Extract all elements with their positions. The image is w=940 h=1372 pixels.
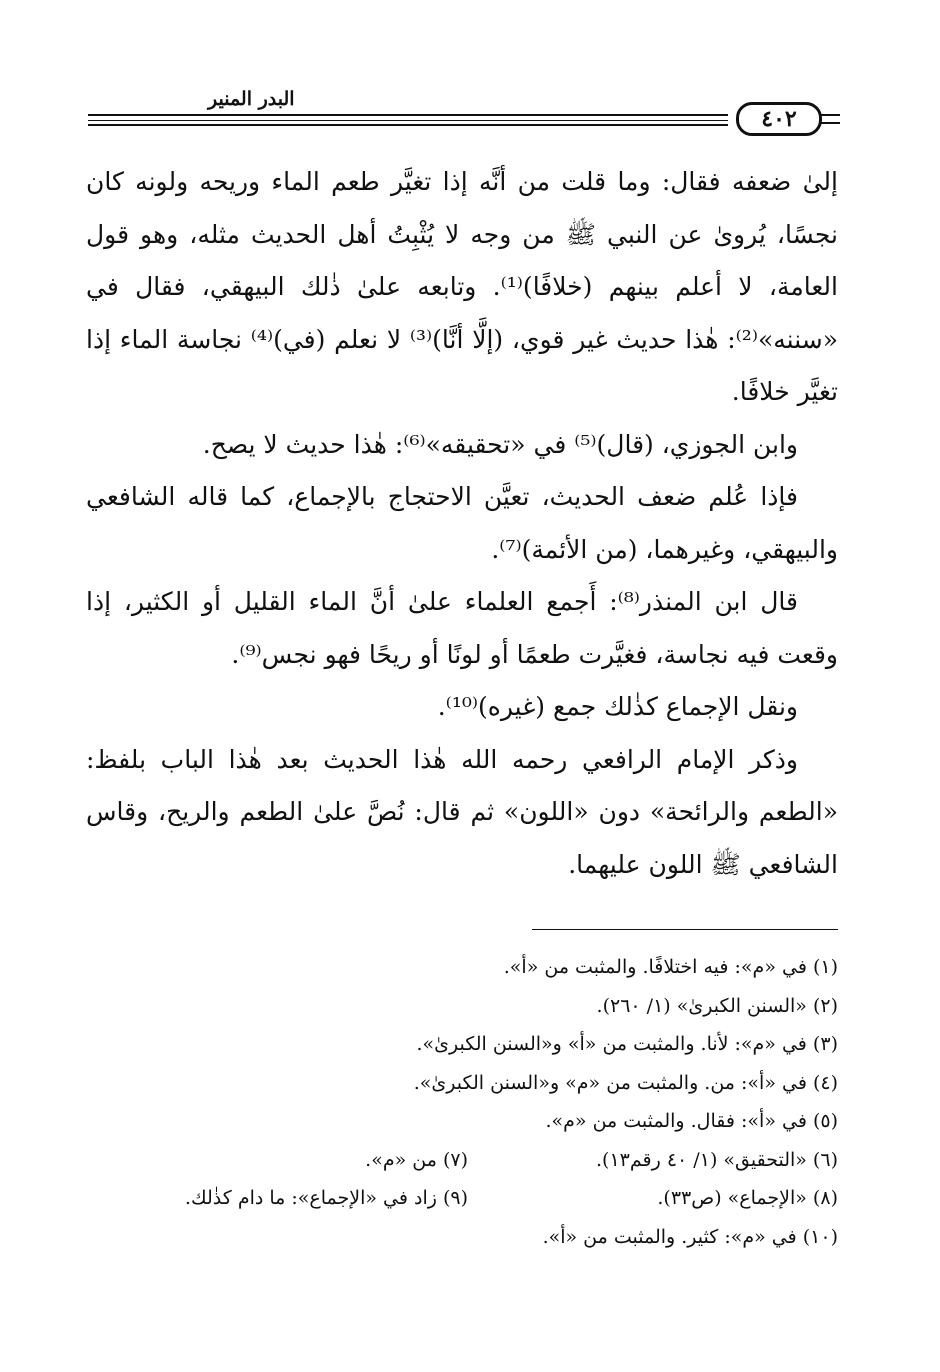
footnote-line <box>86 1179 838 1218</box>
header-rule-thin <box>88 120 728 121</box>
header-rule-tail-lower <box>820 122 840 124</box>
paragraph: قال ابن المنذر⁽⁸⁾: أَجمع العلماء علىٰ أنَّ الماء القليل أو الكثير، إذا وقعت فيه نجاسة، فغيَّرت طعمًا أو لونًا أو ريحًا فهو نجس⁽⁹⁾. <box>86 587 838 669</box>
footnote-line <box>86 987 838 1026</box>
header-rule <box>88 114 728 116</box>
footnote-line <box>86 1025 838 1064</box>
footnote: (١) في «م»: فيه اختلافًا. والمثبت من «أ». <box>503 956 838 978</box>
footnote: (٦) «التحقيق» (١/ ٤٠ رقم١٣). <box>596 1148 838 1171</box>
footnote: (٩) زاد في «الإجماع»: ما دام كذٰلك. <box>184 1187 468 1209</box>
footnote-line <box>86 1102 838 1141</box>
footnote-line <box>86 948 838 987</box>
paragraph: ونقل الإجماع كذٰلك جمع (غيره)⁽¹⁰⁾. <box>437 692 798 721</box>
footnote-line <box>86 1064 838 1103</box>
footnote: (٢) «السنن الكبرىٰ» (١/ ٢٦٠). <box>596 994 838 1017</box>
footnote: (٥) في «أ»: فقال. والمثبت من «م». <box>545 1110 838 1132</box>
paragraph: فإذا عُلم ضعف الحديث، تعيَّن الاحتجاج بالإجماع، كما قاله الشافعي والبيهقي، وغيرهما، (من الأئمة)⁽⁷⁾. <box>86 482 838 564</box>
footnote: (٧) من «م». <box>365 1148 468 1171</box>
footnote: (٤) في «أ»: من. والمثبت من «م» و«السنن الكبرىٰ». <box>413 1071 838 1094</box>
footnote-line <box>86 1141 838 1180</box>
paragraph: وابن الجوزي، (قال)⁽⁵⁾ في «تحقيقه»⁽⁶⁾: هٰذا حديث لا يصح. <box>202 429 798 459</box>
main-text <box>86 156 838 891</box>
paragraph: وذكر الإمام الرافعي رحمه الله هٰذا الحديث بعد هٰذا الباب بلفظ: «الطعم والرائحة» دون «اللون» ثم قال: نُصَّ علىٰ الطعم والريح، وقاس الشافعي ﷺ اللون عليهما. <box>86 744 838 879</box>
paragraph: إلىٰ ضعفه فقال: وما قلت من أنَّه إذا تغيَّر طعم الماء وريحه ولونه كان نجسًا، يُروىٰ عن النبي ﷺ من وجه لا يُثْبِتُ أهل الحديث مثله، وهو قول العامة، لا أعلم بينهم (خلافًا)⁽¹⁾. وتابعه علىٰ ذٰلك البيهقي، فقال في «سننه»⁽²⁾: هٰذا حديث غير قوي، (إلَّا أنَّا)⁽³⁾ لا نعلم (في)⁽⁴⁾ نجاسة الماء إذا تغيَّر خلافًا. <box>86 167 838 406</box>
footnote-separator <box>532 929 838 930</box>
footnote: (٨) «الإجماع» (ص٣٣). <box>657 1187 838 1209</box>
footnotes <box>86 948 838 1256</box>
footnote: (٣) في «م»: لأنا. والمثبت من «أ» و«السنن الكبرىٰ». <box>416 1033 838 1055</box>
footnote: (١٠) في «م»: كثير. والمثبت من «أ». <box>542 1225 838 1248</box>
page-number: ٤٠٢ <box>736 102 822 136</box>
footnote-line <box>86 1218 838 1257</box>
header-rule-lower <box>88 124 728 126</box>
header-rule-tail <box>820 114 840 116</box>
page-header <box>88 84 840 132</box>
running-title: البدر المنير <box>208 88 295 110</box>
